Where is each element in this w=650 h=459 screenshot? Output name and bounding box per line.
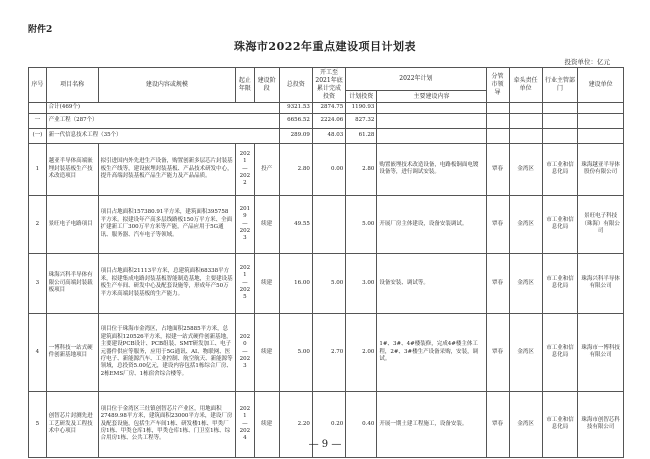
row-dept: 金湾区: [509, 313, 542, 391]
summary-total: 9321.53: [279, 103, 312, 113]
table-row: [29, 313, 624, 391]
row-total: 5.00: [279, 313, 312, 391]
row-builder: 珠海市一博科技有限公司: [578, 313, 624, 391]
row-name: 创智芯片封测先进工艺研发及工程技术中心项目: [46, 391, 98, 457]
summary-name: 产业工程（287个）: [46, 113, 279, 128]
summary-name: 合计(469个): [46, 103, 279, 113]
row-plan: 2.80: [346, 143, 377, 195]
summary-cum: 2224.06: [312, 113, 345, 128]
row-start-year: 2020: [239, 333, 251, 348]
table-row: [29, 195, 624, 253]
row-builder: 景旺电子科技（珠海）有限公司: [578, 195, 624, 253]
row-cum: 0.20: [312, 391, 345, 457]
row-name: 越亚半导体高端嵌埋封装基板生产技术改造项目: [46, 143, 98, 195]
row-dept: 金湾区: [509, 253, 542, 313]
header-seq: 序号: [29, 68, 47, 103]
row-builder: 珠海越亚半导体股份有限公司: [578, 143, 624, 195]
row-plan-content: 开展一期土建工程施工，设备安装。: [377, 391, 486, 457]
row-authority: 市工业和信息化局: [542, 253, 577, 313]
row-years: 2021 — 2024: [235, 391, 254, 457]
summary-total: 6656.52: [279, 113, 312, 128]
row-cum: 0.00: [312, 143, 345, 195]
header-row-1: [29, 68, 624, 91]
row-end-year: 2022: [239, 173, 251, 187]
project-table: [28, 67, 624, 458]
row-cum: [312, 195, 345, 253]
header-authority: 行业主管部门: [542, 68, 577, 103]
row-dept: 金湾区: [509, 195, 542, 253]
row-cum: 5.00: [312, 253, 345, 313]
row-plan-content: 购置嵌埋技术改造设备，电路板铜面电镀设备等，进行调试安装。: [377, 143, 486, 195]
header-plan-invest: 计划投资: [346, 91, 377, 103]
row-content: 项目位于金湾区三灶镇创智芯片产业区，用地面积27489.98平方米，建筑面积23000平方米，建设厂房及配套设施，包括生产车间1栋、研发楼1栋、甲类厂房1栋、甲类仓库1栋，甲类仓库1栋、门卫室1栋、综合用房1栋、公共工程等。: [98, 391, 235, 457]
row-content: 拟引进国内外先进生产设备，购置创新多层芯片封装基板生产线等，建设嵌埋封装基板、产品技术研发中心，提升高端封装基板产品生产能力及产品品质。: [98, 143, 235, 195]
header-builder: 建设单位: [578, 68, 624, 103]
row-end-year: 2023: [239, 228, 251, 242]
row-name: 一博科技一站式硬件创新基地项目: [46, 313, 98, 391]
header-cum: 开工至2021年底累计完成投资: [312, 68, 345, 103]
attachment-label: 附件2: [28, 25, 53, 35]
row-content: 项目占地面积21113平方米，总建筑面积68338平方米，拟建集成电路封装基板智能制造基地，主要建设基板生产车间、研发中心及配套设施等，形成年产50万平方米高端封装基板的生产能力。: [98, 253, 235, 313]
header-name: 项目名称: [46, 68, 98, 103]
row-start-year: 2021: [239, 405, 251, 420]
header-plan-group: 2022年计划: [346, 68, 486, 91]
header-total: 总投资: [279, 68, 312, 103]
row-plan: 5.00: [346, 195, 377, 253]
summary-row: [29, 113, 624, 128]
row-end-year: 2024: [239, 428, 251, 442]
header-leader: 分管市领导: [486, 68, 509, 103]
summary-seq: 一: [29, 113, 47, 128]
row-authority: 市工业和信息化局: [542, 195, 577, 253]
row-stage: 投产: [254, 143, 279, 195]
row-total: 16.00: [279, 253, 312, 313]
row-seq: 5: [29, 391, 47, 457]
table-row: [29, 253, 624, 313]
row-years: 2019 — 2023: [235, 195, 254, 253]
summary-plan: 827.32: [346, 113, 377, 128]
summary-total: 289.09: [279, 128, 312, 143]
row-plan: 2.00: [346, 313, 377, 391]
row-leader: 覃春: [486, 195, 509, 253]
row-start-year: 2019: [239, 205, 251, 220]
header-stage: 建设阶段: [254, 68, 279, 103]
row-seq: 2: [29, 195, 47, 253]
row-leader: 覃春: [486, 391, 509, 457]
row-builder: 珠海兴科半导体有限公司: [578, 253, 624, 313]
table-row: [29, 143, 624, 195]
summary-seq: [29, 103, 47, 113]
row-authority: 市工业和信息化局: [542, 143, 577, 195]
row-dept: 金湾区: [509, 391, 542, 457]
row-stage: 续建: [254, 253, 279, 313]
header-dept: 牵头责任单位: [509, 68, 542, 103]
row-total: 2.20: [279, 391, 312, 457]
row-seq: 1: [29, 143, 47, 195]
row-stage: 续建: [254, 391, 279, 457]
row-authority: 市工业和信息化局: [542, 313, 577, 391]
row-builder: 珠海市创智芯科技有限公司: [578, 391, 624, 457]
row-start-year: 2021: [239, 264, 251, 279]
row-plan: 3.00: [346, 253, 377, 313]
row-plan-content: 设备安装、调试等。: [377, 253, 486, 313]
row-seq: 4: [29, 313, 47, 391]
summary-cum: 2874.75: [312, 103, 345, 113]
document-title: 珠海市2022年重点建设项目计划表: [233, 40, 417, 53]
row-name: 珠海兴科半导体有限公司高端封装载板项目: [46, 253, 98, 313]
row-start-year: 2021: [239, 150, 251, 165]
summary-name: 新一代信息技术工程（35个）: [46, 128, 279, 143]
row-dept: 金湾区: [509, 143, 542, 195]
row-plan-content: 1#、3#、4#楼装修，完成4#楼主体工程，2#、3#楼生产设备采购，安装，调试。: [377, 313, 486, 391]
row-total: 2.80: [279, 143, 312, 195]
row-authority: 市工业和信息化局: [542, 391, 577, 457]
row-end-year: 2023: [239, 356, 251, 370]
summary-seq: (一): [29, 128, 47, 143]
row-seq: 3: [29, 253, 47, 313]
summary-plan: 1190.93: [346, 103, 377, 113]
unit-note: 投资单位：亿元: [564, 58, 610, 66]
row-years: 2021 — 2022: [235, 143, 254, 195]
row-plan: 0.40: [346, 391, 377, 457]
row-end-year: 2025: [239, 287, 251, 301]
row-total: 49.55: [279, 195, 312, 253]
row-stage: 续建: [254, 313, 279, 391]
row-content: 项目占地面积157380.91平方米，建筑面积395758平方米。拟建设年产高多层线路板150万平方米、全面扩建新工厂300万平方米等产能，产品应用于5G通讯、服务器、汽车电子等领域。: [98, 195, 235, 253]
row-years: 2021 — 2025: [235, 253, 254, 313]
row-years: 2020 — 2023: [235, 313, 254, 391]
summary-cum: 48.03: [312, 128, 345, 143]
header-content: 建设内容或规模: [98, 68, 235, 103]
header-start-end: 起止年限: [235, 68, 254, 103]
row-content: 项目位于珠海市金湾区，占地面积25885平方米，总建筑面积120526平方米，拟建一站式硬件创新基地，主要建设PCB设计、PCB组装、SMT研发加工、电子元器件供应等服务，应用于5G通讯、AI、物联网、医疗电子、新能源汽车、工业控制、航空航天、新能源等领域，总投资5.00亿元，建设内容包括1栋综合厂房、2栋EMS厂房、1栋宿舍综合楼等。: [98, 313, 235, 391]
row-leader: 覃春: [486, 313, 509, 391]
row-leader: 覃春: [486, 143, 509, 195]
row-leader: 覃春: [486, 253, 509, 313]
page-number: — 9 —: [308, 439, 342, 450]
summary-row: [29, 128, 624, 143]
row-name: 景旺电子电路项目: [46, 195, 98, 253]
header-plan-content: 主要建设内容: [377, 91, 486, 103]
row-plan-content: 开展厂房主体建设，设备安装调试。: [377, 195, 486, 253]
row-stage: 续建: [254, 195, 279, 253]
summary-row: [29, 103, 624, 113]
summary-plan: 61.28: [346, 128, 377, 143]
row-cum: 2.70: [312, 313, 345, 391]
